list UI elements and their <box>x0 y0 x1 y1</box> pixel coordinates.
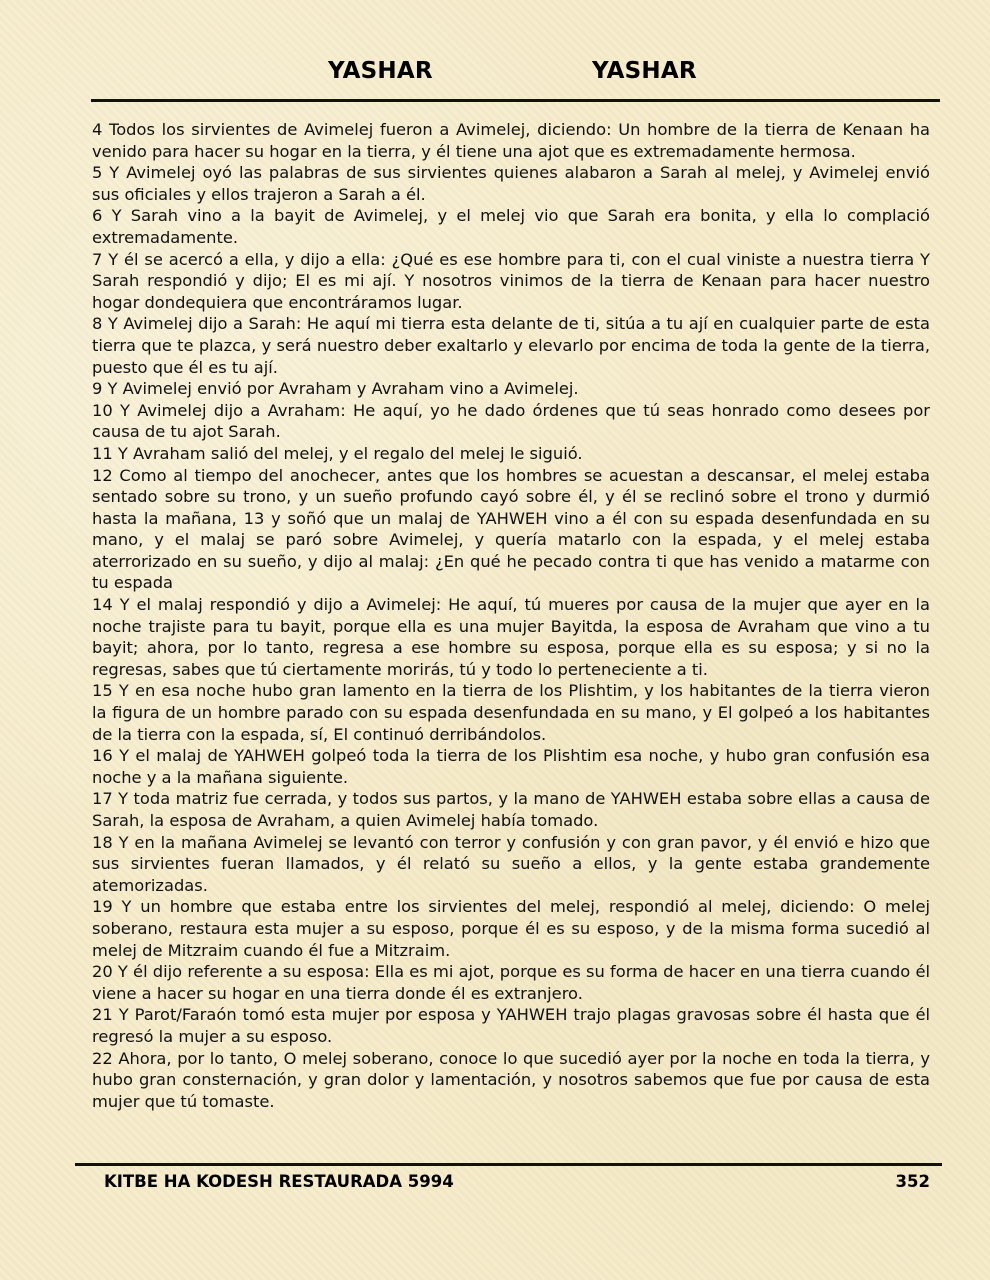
verse-16: 16 Y el malaj de YAHWEH golpeó toda la tierra de los Plishtim esa noche, y hubo gran confusión esa noche y a la mañana siguiente. <box>92 746 930 787</box>
scripture-text <box>92 119 930 1112</box>
verse-21: 21 Y Parot/Faraón tomó esta mujer por esposa y YAHWEH trajo plagas gravosas sobre él hasta que él regresó la mujer a su esposo. <box>92 1005 930 1046</box>
verse-18: 18 Y en la mañana Avimelej se levantó con terror y confusión y con gran pavor, y él envió e hizo que sus sirvientes fueran llamados, y él relató su sueño a ellos, y la gente estaba grandemente atemorizadas. <box>92 832 930 895</box>
page-number: 352 <box>895 1172 930 1191</box>
verse-6: 6 Y Sarah vino a la bayit de Avimelej, y el melej vio que Sarah era bonita, y ella lo complació extremadamente. <box>92 206 930 247</box>
verse-17: 17 Y toda matriz fue cerrada, y todos sus partos, y la mano de YAHWEH estaba sobre ellas a causa de Sarah, la esposa de Avraham, a quien Avimelej había tomado. <box>92 789 930 830</box>
verse-9: 9 Y Avimelej envió por Avraham y Avraham vino a Avimelej. <box>92 379 579 399</box>
verse-5: 5 Y Avimelej oyó las palabras de sus sirvientes quienes alabaron a Sarah al melej, y Avimelej envió sus oficiales y ellos trajeron a Sarah a él. <box>92 163 930 204</box>
verse-20: 20 Y él dijo referente a su esposa: Ella es mi ajot, porque es su forma de hacer en una tierra cuando él viene a hacer su hogar en una tierra donde él es extranjero. <box>92 962 930 1003</box>
verse-4: 4 Todos los sirvientes de Avimelej fueron a Avimelej, diciendo: Un hombre de la tierra de Kenaan ha venido para hacer su hogar en la tierra, y él tiene una ajot que es extremadamente hermosa. <box>92 120 930 161</box>
verse-22: 22 Ahora, por lo tanto, O melej soberano, conoce lo que sucedió ayer por la noche en toda la tierra, y hubo gran consternación, y gran dolor y lamentación, y nosotros sabemos que fue por causa de esta mujer que tú tomaste. <box>92 1048 930 1111</box>
verse-8: 8 Y Avimelej dijo a Sarah: He aquí mi tierra esta delante de ti, sitúa a tu ají en cualquier parte de esta tierra que te plazca, y será nuestro deber exaltarlo y elevarlo por encima de toda la gente de la tierra, puesto que él es tu ají. <box>92 314 930 377</box>
verse-12-13: 12 Como al tiempo del anochecer, antes que los hombres se acuestan a descansar, el melej estaba sentado sobre su trono, y un sueño profundo cayó sobre él, y él se reclinó sobre el trono y durmió hasta la mañana, 13 y soñó que un malaj de YAHWEH vino a él con su espada desenfundada en su mano, y el malaj se paró sobre Avimelej, y quería matarlo con la espada, y el melej estaba aterrorizado en su sueño, y dijo al malaj: ¿En qué he pecado contra ti que has venido a matarme con tu espada <box>92 465 930 593</box>
verse-15: 15 Y en esa noche hubo gran lamento en la tierra de los Plishtim, y los habitantes de la tierra vieron la figura de un hombre parado con su espada desenfundada en su mano, y El golpeó a los habitantes de la tierra con la espada, sí, El continuó derribándolos. <box>92 681 930 744</box>
verse-7: 7 Y él se acercó a ella, y dijo a ella: ¿Qué es ese hombre para ti, con el cual viniste a nuestra tierra Y Sarah respondió y dijo; El es mi ají. Y nosotros vinimos de la tierra de Kenaan para hacer nuestro hogar dondequiera que encontráramos lugar. <box>92 249 930 312</box>
verse-11: 11 Y Avraham salió del melej, y el regalo del melej le siguió. <box>92 443 583 463</box>
verse-19: 19 Y un hombre que estaba entre los sirvientes del melej, respondió al melej, diciendo: O melej soberano, restaura esta mujer a su esposo, porque él es su esposo, y de la misma forma sucedió al melej de Mitzraim cuando él fue a Mitzraim. <box>92 897 930 960</box>
verse-10: 10 Y Avimelej dijo a Avraham: He aquí, yo he dado órdenes que tú seas honrado como desees por causa de tu ajot Sarah. <box>92 400 930 442</box>
verse-14: 14 Y el malaj respondió y dijo a Avimelej: He aquí, tú mueres por causa de la mujer que ayer en la noche trajiste para tu bayit, porque ella es una mujer Bayitda, la esposa de Avraham que vino a tu bayit; ahora, por lo tanto, regresa a ese hombre su esposa, porque ella es su esposa; y si no la regresas, sabes que tú ciertamente morirás, tú y todo lo perteneciente a ti. <box>92 595 930 679</box>
page-header <box>0 58 990 92</box>
footer-divider <box>75 1163 942 1166</box>
footer-book-title: KITBE HA KODESH RESTAURADA 5994 <box>104 1172 454 1191</box>
header-title-right: YASHAR <box>592 58 697 84</box>
header-divider <box>91 99 940 102</box>
header-title-left: YASHAR <box>328 58 433 84</box>
